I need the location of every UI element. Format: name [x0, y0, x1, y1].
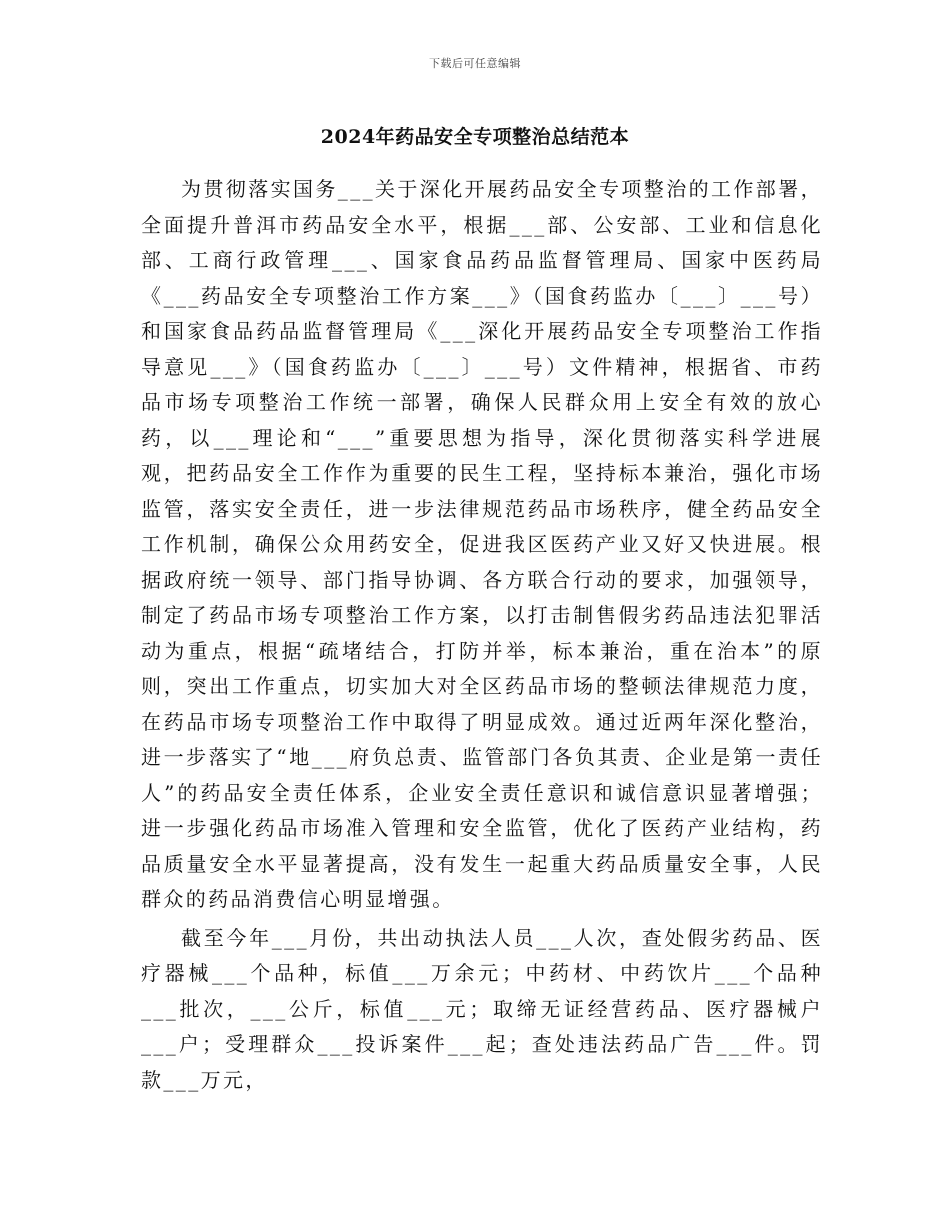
body-paragraph-2: 截至今年___月份，共出动执法人员___人次，查处假劣药品、医疗器械___个品种，标值___万余元；中药材、中药饮片___个品种___批次，___公斤，标值___元；取缔无证经营药品、医疗器械户___户；受理群众___投诉案件___起；查处违法药品广告___件。罚款___万元， [141, 925, 823, 1092]
document-body [141, 172, 823, 1098]
page-header-note: 下载后可任意编辑 [429, 57, 521, 70]
document-title: 2024年药品安全专项整治总结范本 [320, 126, 630, 148]
body-paragraph-1: 为贯彻落实国务___关于深化开展药品安全专项整治的工作部署，全面提升普洱市药品安全水平，根据___部、公安部、工业和信息化部、工商行政管理___、国家食品药品监督管理局、国家中医药局《___药品安全专项整治工作方案___》（国食药监办〔___〕___号）和国家食品药品监督管理局《___深化开展药品安全专项整治工作指导意见___》（国食药监办〔___〕___号）文件精神，根据省、市药品市场专项整治工作统一部署，确保人民群众用上安全有效的放心药，以___理论和“___”重要思想为指导，深化贯彻落实科学进展观，把药品安全工作作为重要的民生工程，坚持标本兼治，强化市场监管，落实安全责任，进一步法律规范药品市场秩序，健全药品安全工作机制，确保公众用药安全，促进我区医药产业又好又快进展。根据政府统一领导、部门指导协调、各方联合行动的要求，加强领导，制定了药品市场专项整治工作方案，以打击制售假劣药品违法犯罪活动为重点，根据“疏堵结合，打防并举，标本兼治，重在治本”的原则，突出工作重点，切实加大对全区药品市场的整顿法律规范力度，在药品市场专项整治工作中取得了明显成效。通过近两年深化整治，进一步落实了“地___府负总责、监管部门各负其责、企业是第一责任人”的药品安全责任体系，企业安全责任意识和诚信意识显著增强；进一步强化药品市场准入管理和安全监管，优化了医药产业结构，药品质量安全水平显著提高，没有发生一起重大药品质量安全事，人民群众的药品消费信心明显增强。 [141, 177, 823, 911]
